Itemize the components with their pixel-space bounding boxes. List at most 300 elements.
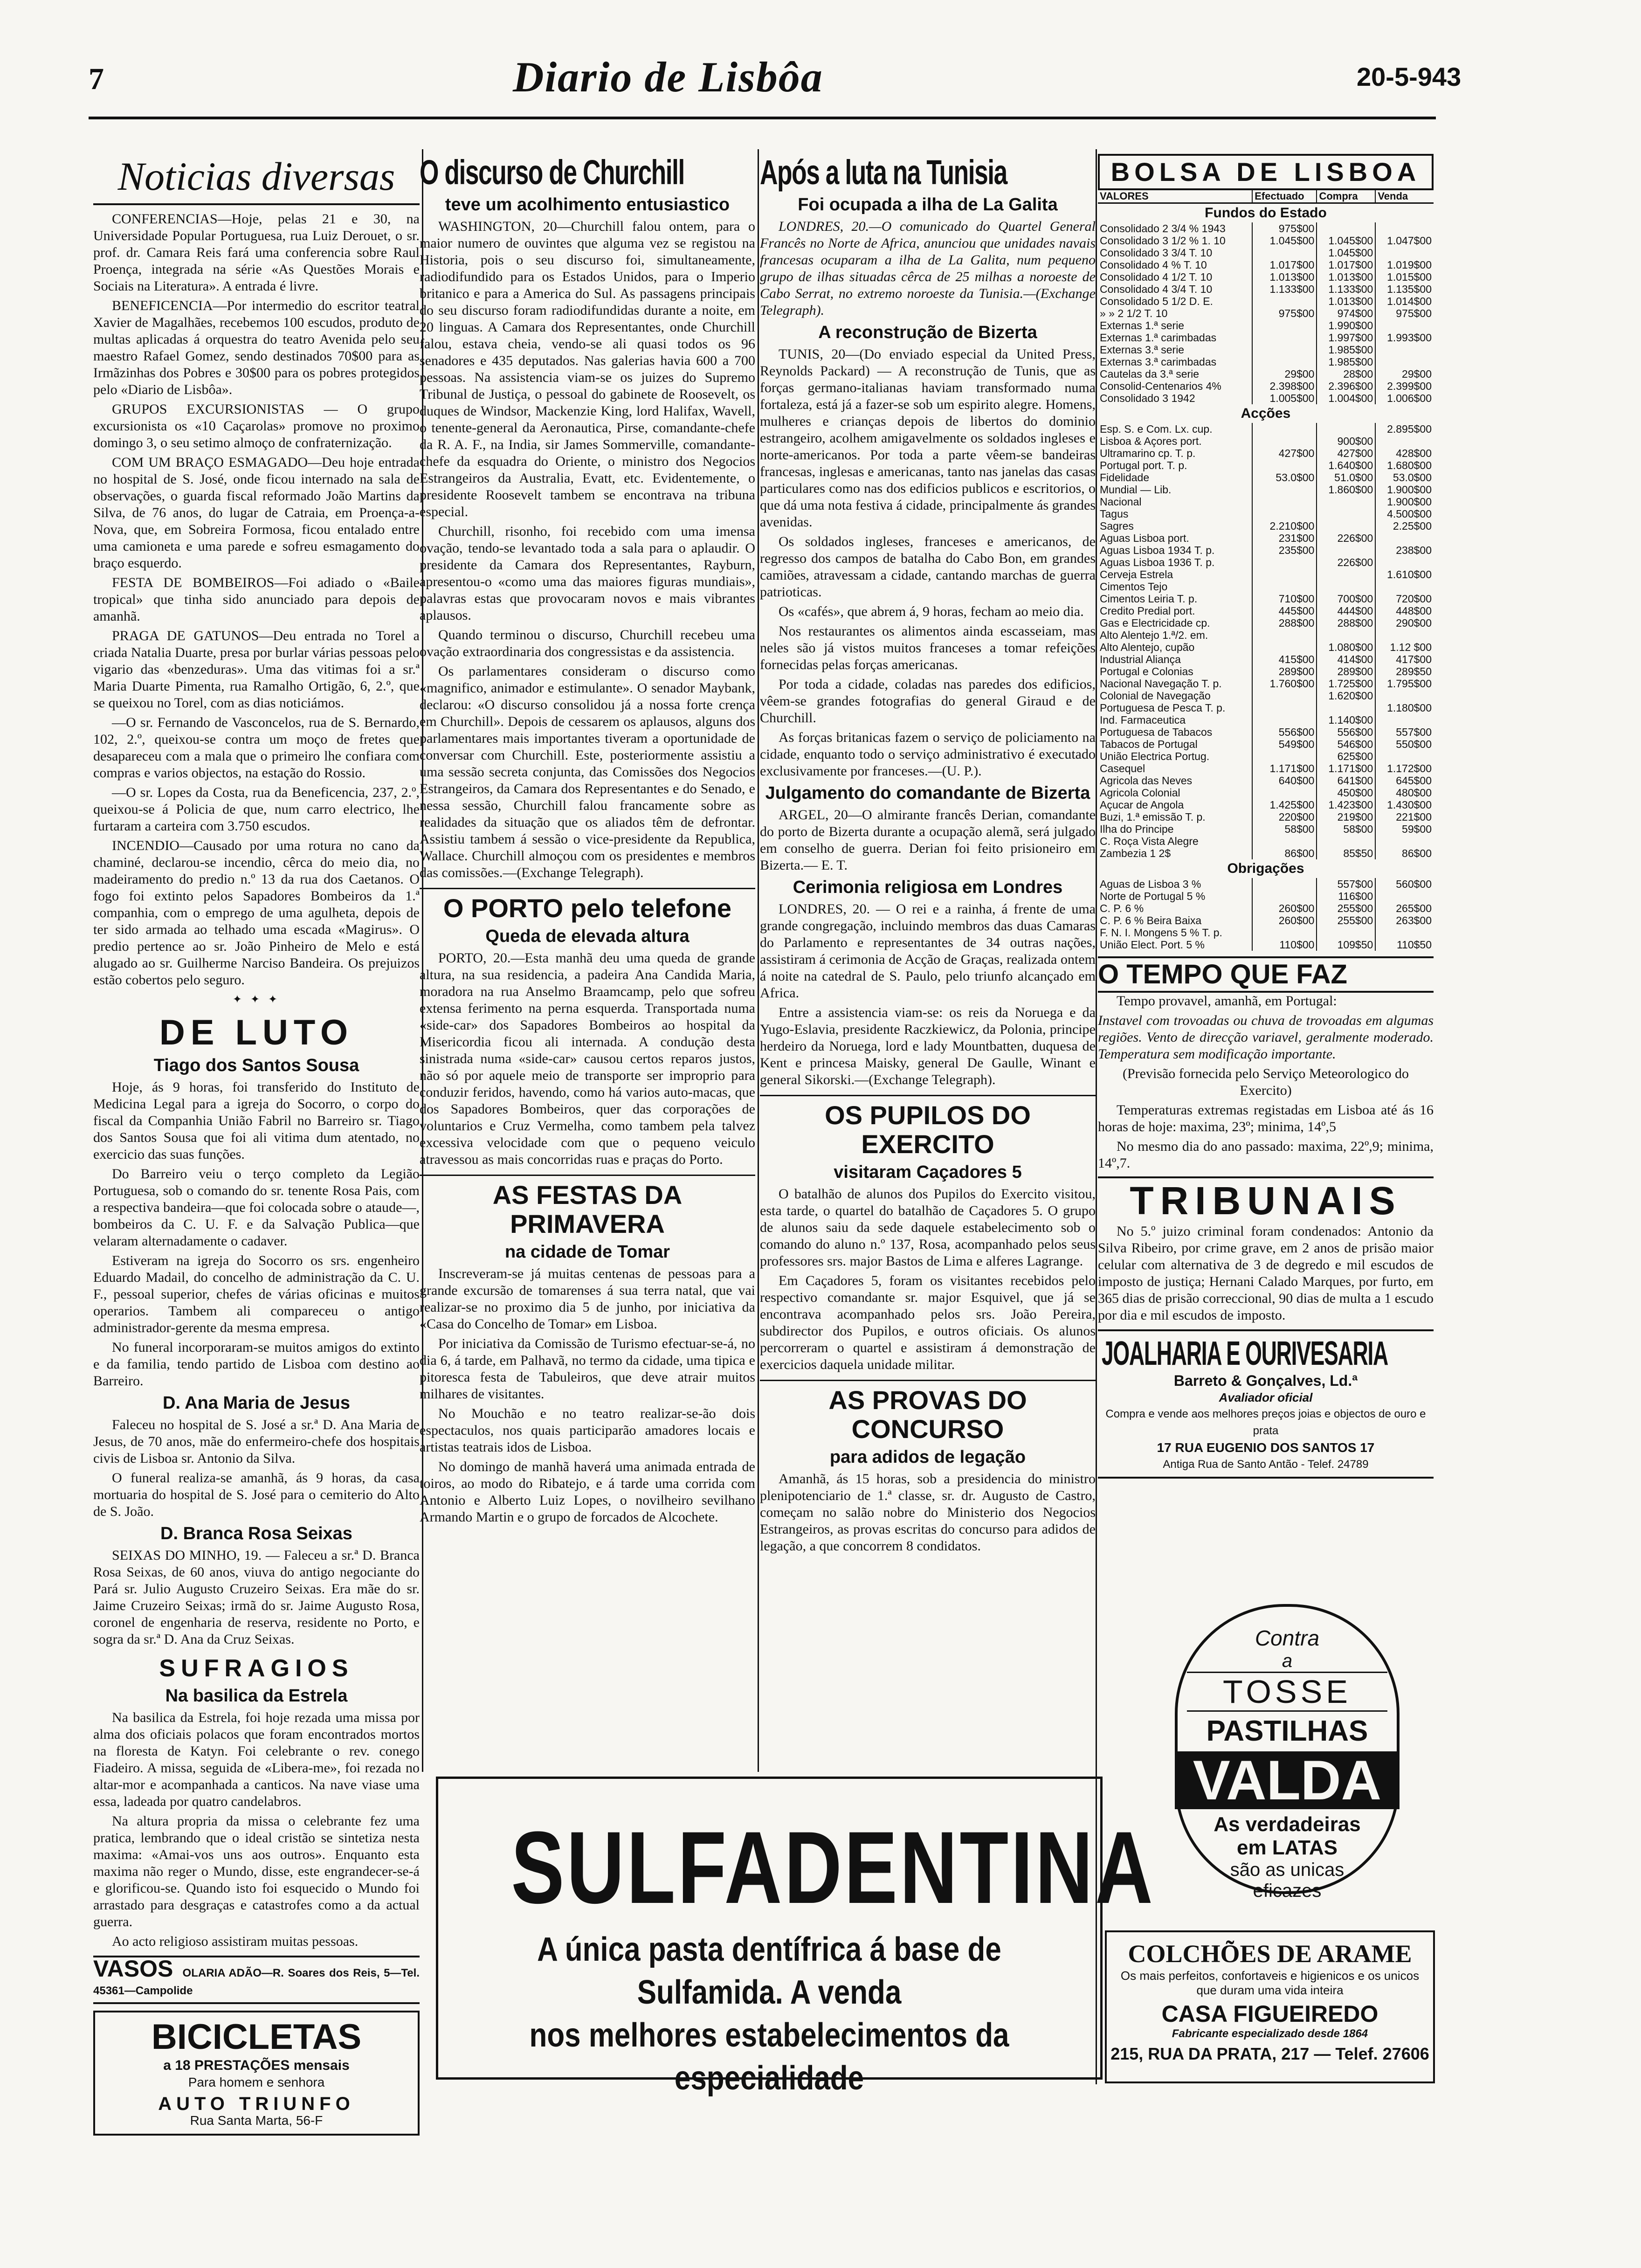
bolsa-row [1098, 556, 1434, 568]
bolsa-price [1252, 835, 1317, 847]
ad-bici-line: a 18 PRESTAÇÕES mensais [163, 2058, 350, 2073]
issue-date: 20-5-943 [1357, 62, 1462, 91]
bolsa-row [1098, 665, 1434, 678]
bolsa-price: 1.12 $00 [1375, 641, 1434, 653]
bolsa-price: 4.500$00 [1375, 508, 1434, 520]
bolsa-security-name: Consolidado 2 3/4 % 1943 [1100, 222, 1226, 235]
separator: ✦ ✦ ✦ [232, 994, 281, 1006]
bolsa-price: 1.171$00 [1317, 762, 1375, 774]
bolsa-row [1098, 380, 1434, 392]
bolsa-price: 450$00 [1317, 787, 1375, 799]
bolsa-security-name: Consolidado 4 3/4 T. 10 [1100, 283, 1213, 295]
bolsa-price: 427$00 [1252, 447, 1317, 459]
bolsa-price: 1.017$00 [1317, 259, 1375, 271]
bolsa-row [1098, 878, 1434, 890]
ad-valda-tosse: TOSSE [1187, 1672, 1387, 1712]
bolsa-price [1375, 714, 1434, 726]
bolsa-price [1252, 332, 1317, 344]
bolsa-price: 1.013$00 [1252, 271, 1317, 283]
bolsa-group-row [1098, 859, 1434, 878]
bolsa-security-name: Cimentos Leiria T. p. [1100, 593, 1198, 605]
bolsa-price: 710$00 [1252, 593, 1317, 605]
bolsa-price: 1.133$00 [1252, 283, 1317, 295]
bolsa-price: 288$00 [1252, 617, 1317, 629]
bolsa-security-name: Portuguesa de Pesca T. p. [1100, 702, 1226, 714]
bolsa-security-name: Zambezia 1 2$ [1100, 847, 1171, 859]
bolsa-row [1098, 247, 1434, 259]
bolsa-price: 1.680$00 [1375, 459, 1434, 471]
bolsa-price [1252, 878, 1317, 890]
bolsa-row [1098, 641, 1434, 653]
article-paragraph: Inscreveram-se já muitas centenas de pessoas para a grande excursão de tomarenses á sua terra natal, que vai realizar-se no proximo dia 5 de junho, por iniciativa da «Casa do Concelho de Tomar» em Lisboa. [420, 1266, 755, 1332]
bolsa-price: 640$00 [1252, 774, 1317, 787]
bolsa-price: 1.423$00 [1317, 799, 1375, 811]
bolsa-price: 1.045$00 [1317, 247, 1375, 259]
bolsa-security-name: Gas e Electricidade cp. [1100, 617, 1210, 629]
bolsa-price: 2.25$00 [1375, 520, 1434, 532]
bolsa-price: 1.047$00 [1375, 235, 1434, 247]
article-paragraph: Os «cafés», que abrem á, 9 horas, fecham ao meio dia. [779, 604, 1084, 619]
bolsa-price: 975$00 [1375, 307, 1434, 319]
bolsa-row [1098, 939, 1434, 951]
bolsa-row [1098, 471, 1434, 484]
bolsa-row [1098, 823, 1434, 835]
bolsa-price [1252, 629, 1317, 641]
bolsa-row [1098, 774, 1434, 787]
bolsa-price: 2.396$00 [1317, 380, 1375, 392]
bolsa-security-name: Industrial Aliança [1100, 653, 1181, 665]
article-paragraph: Ao acto religioso assistiram muitas pessoas. [112, 1934, 359, 1949]
section-title-noticias: Noticias diversas [93, 154, 420, 205]
bolsa-group-row [1098, 404, 1434, 423]
article-paragraph: Hoje, ás 9 horas, foi transferido do Instituto de Medicina Legal para a igreja do Socorro, o corpo do fiscal da Companhia União Fabril no Barreiro sr. Tiago dos Santos Sousa que foi ali vitima dum atentado, no exercicio das suas funções. [93, 1079, 420, 1162]
bolsa-row [1098, 235, 1434, 247]
bolsa-header: Efectuado [1252, 190, 1317, 203]
bolsa-group-row [1098, 203, 1434, 223]
column-tunisia [760, 154, 1096, 1576]
ad-joalharia-line: Avaliador oficial [1219, 1390, 1313, 1404]
bolsa-price: 288$00 [1317, 617, 1375, 629]
bolsa-row [1098, 447, 1434, 459]
bolsa-security-name: Ind. Farmaceutica [1100, 714, 1186, 726]
bolsa-price: 28$00 [1317, 368, 1375, 380]
obituary-heading: D. Ana Maria de Jesus [163, 1393, 350, 1413]
article-paragraph: GRUPOS EXCURSIONISTAS — O grupo excursionista os «10 Caçarolas» promove no proximo domingo 3, o seu setimo almoço de confraternização. [93, 401, 420, 450]
bolsa-row [1098, 568, 1434, 581]
article-paragraph: Os soldados ingleses, franceses e americanos, de regresso dos campos de batalha do Cabo Bon, em grandes camiões, atravessam a cidade, cantando marchas de guerra patrioticas. [760, 534, 1096, 600]
bolsa-price: 1.760$00 [1252, 678, 1317, 690]
bolsa-security-name: Nacional Navegação T. p. [1100, 678, 1222, 690]
headline-porto: O PORTO pelo telefone [420, 888, 755, 923]
bolsa-security-name: Agricola das Neves [1100, 774, 1193, 787]
ad-bici-brand: AUTO TRIUNFO [158, 2094, 355, 2114]
luto-heading: DE LUTO [159, 1013, 354, 1052]
bolsa-security-name: Norte de Portugal 5 % [1100, 890, 1206, 902]
bolsa-price [1252, 459, 1317, 471]
bolsa-security-name: Alto Alentejo, cupão [1100, 641, 1195, 653]
bolsa-price: 29$00 [1375, 368, 1434, 380]
subheadline-bizerta: A reconstrução de Bizerta [818, 323, 1037, 342]
ad-joalharia-line: Barreto & Gonçalves, Ld.ª [1173, 1372, 1358, 1389]
bolsa-price [1252, 356, 1317, 368]
bolsa-price: 1.004$00 [1317, 392, 1375, 404]
bolsa-price: 1.990$00 [1317, 319, 1375, 332]
bolsa-price: 86$00 [1252, 847, 1317, 859]
bolsa-price [1252, 890, 1317, 902]
ad-sulfadentina [436, 1777, 1155, 2097]
bolsa-price: 2.398$00 [1252, 380, 1317, 392]
tempo-paragraph: No mesmo dia do ano passado: maxima, 22º,9; minima, 14º,7. [1098, 1139, 1434, 1171]
article-paragraph: Churchill, risonho, foi recebido com uma imensa ovação, tendo-se levantado toda a sala para o aplaudir. O presidente da Camara dos Representantes, Rayburn, apresentou-o «como uma das maiores figuras mundiais», palavras estas que provocaram novos e mais vibrantes aplausos. [420, 524, 755, 623]
bolsa-security-name: Aguas Lisboa 1936 T. p. [1100, 556, 1215, 568]
bolsa-price [1375, 319, 1434, 332]
bolsa-price [1375, 222, 1434, 235]
bolsa-price: 1.425$00 [1252, 799, 1317, 811]
bolsa-price: 226$00 [1317, 556, 1375, 568]
bolsa-security-name: Aguas Lisboa 1934 T. p. [1100, 544, 1215, 556]
article-paragraph: Estiveram na igreja do Socorro os srs. engenheiro Eduardo Madail, do concelho de administração da C. U. F., pessoal superior, chefes de várias oficinas e muitos operarios. Tambem ali compareceu o antigo administrador-gerente da mesma empresa. [93, 1253, 420, 1335]
bolsa-price: 546$00 [1317, 738, 1375, 750]
bolsa-row [1098, 435, 1434, 447]
bolsa-price [1375, 247, 1434, 259]
article-paragraph: TUNIS, 20—(Do enviado especial da United Press, Reynolds Packard) — A reconstrução de Tunis, que as forças germano-italianas haviam transformado numa fortaleza, está já a fazer-se sob um espirito alegre. Homens, mulheres e crianças depois de libertos do dominio estrangeiro, acolhem amigavelmente os soldados ingleses e norte-americanos. Por toda a parte vêem-se bandeiras francesas, inglesas e americanas, tanto nas janelas das casas particulares como nas dos edificios publicos e escritorios, o que dá uma nota festiva á cidade, principalmente ás grandes avenidas. [760, 346, 1096, 530]
bolsa-price [1317, 702, 1375, 714]
bolsa-row [1098, 283, 1434, 295]
bolsa-price [1252, 344, 1317, 356]
bolsa-security-name: C. P. 6 % [1100, 902, 1144, 914]
article-paragraph: —O sr. Fernando de Vasconcelos, rua de S. Bernardo, 102, 2.º, queixou-se contra um moço de fretes que desapareceu com a mala que o primeiro lhe confiara com compras e varios objectos, na estação do Rossio. [93, 715, 420, 781]
article-paragraph: As forças britanicas fazem o serviço de policiamento na cidade, enquanto todo o serviço administrativo é executado exclusivamente por franceses.—(U. P.). [760, 730, 1096, 779]
article-paragraph: PRAGA DE GATUNOS—Deu entrada no Torel a criada Natalia Duarte, presa por burlar várias pessoas pelo vigario das «benzeduras». Uma das vitimas foi a sr.ª Maria Duarte Pimenta, rua Ramalho Ortigão, 6, 2.º, que se queixou no Torel, com as dias noticiámos. [93, 628, 420, 711]
bolsa-group-label: Acções [1241, 406, 1291, 421]
bolsa-security-name: Lisboa & Açores port. [1100, 435, 1202, 447]
bolsa-row [1098, 678, 1434, 690]
bolsa-security-name: Tagus [1100, 508, 1129, 520]
bolsa-security-name: Esp. S. e Com. Lx. cup. [1100, 423, 1213, 435]
ad-joalharia-title: JOALHARIA E OURIVESARIA [1102, 1335, 1388, 1372]
bolsa-price: 85$50 [1317, 847, 1375, 859]
bolsa-price [1317, 508, 1375, 520]
bolsa-price: 1.993$00 [1375, 332, 1434, 344]
bolsa-price: 29$00 [1252, 368, 1317, 380]
bolsa-price: 1.620$00 [1317, 690, 1375, 702]
bolsa-price [1252, 295, 1317, 307]
bolsa-price: 1.080$00 [1317, 641, 1375, 653]
bolsa-price: 1.045$00 [1317, 235, 1375, 247]
headline-cerimonia: Cerimonia religiosa em Londres [793, 878, 1063, 897]
article-paragraph: PORTO, 20.—Esta manhã deu uma queda de grande altura, na sua residencia, a padeira Ana Candida Maria, moradora na rua Anselmo Braamcamp, pelo que sofreu extensa ferimento na perna esquerda. Transportada numa «side-car» dos Sapadores Bombeiros ao hospital da Misericordia ficou ali internada. A condução desta sinistrada numa «side-car» causou certos reparos justos, não só por aquele meio de transporte ser improprio para conduzir feridos, havendo, como há varios auto-macas, que dos Sapadores Bombeiros, quer das corporações de voluntarios e Cruz Vermelha, como tambem pela talvez excessiva velocidade com que o pequeno veiculo atravessou as mais concorridas ruas e praças do Porto. [420, 950, 755, 1167]
page-number: 7 [89, 62, 104, 96]
bolsa-row [1098, 508, 1434, 520]
bolsa-security-name: Sagres [1100, 520, 1134, 532]
bolsa-price: 445$00 [1252, 605, 1317, 617]
bolsa-price: 1.640$00 [1317, 459, 1375, 471]
bolsa-title: BOLSA DE LISBOA [1098, 154, 1434, 190]
bolsa-price [1375, 556, 1434, 568]
bolsa-price [1252, 319, 1317, 332]
bolsa-price: 1.900$00 [1375, 484, 1434, 496]
bolsa-price: 260$00 [1252, 914, 1317, 927]
newspaper-title: Diario de Lisbôa [513, 53, 823, 101]
bolsa-price: 58$00 [1252, 823, 1317, 835]
ad-sulfadentina-line: nos melhores estabelecimentos da especialidade [529, 2017, 1009, 2097]
bolsa-price: 1.045$00 [1252, 235, 1317, 247]
bolsa-price: 2.210$00 [1252, 520, 1317, 532]
bolsa-price: 480$00 [1375, 787, 1434, 799]
article-paragraph: LONDRES, 20. — O rei e a rainha, á frente de uma grande congregação, incluindo membros das duas Camaras do Parlamento e representantes de 34 outras nações, assistiram á cerimonia de Acção de Graças, realizada ontem á noite na catedral de S. Paulo, pelo triunfo alcançado em Africa. [760, 901, 1096, 1001]
bolsa-price: 2.399$00 [1375, 380, 1434, 392]
bolsa-price: 289$00 [1252, 665, 1317, 678]
bolsa-price [1375, 927, 1434, 939]
bolsa-price [1375, 581, 1434, 593]
bolsa-price: 1.430$00 [1375, 799, 1434, 811]
bolsa-security-name: Portuguesa de Tabacos [1100, 726, 1213, 738]
bolsa-price: 51.0$00 [1317, 471, 1375, 484]
bolsa-price [1252, 641, 1317, 653]
bolsa-price: 265$00 [1375, 902, 1434, 914]
subheadline-provas: para adidos de legação [829, 1447, 1026, 1467]
bolsa-price [1252, 714, 1317, 726]
bolsa-price: 260$00 [1252, 902, 1317, 914]
bolsa-price: 550$00 [1375, 738, 1434, 750]
bolsa-price: 1.014$00 [1375, 295, 1434, 307]
bolsa-price: 1.860$00 [1317, 484, 1375, 496]
bolsa-price: 417$00 [1375, 653, 1434, 665]
bolsa-row [1098, 544, 1434, 556]
bolsa-price [1375, 629, 1434, 641]
bolsa-security-name: Portugal e Colonias [1100, 665, 1193, 678]
bolsa-price: 53.0$00 [1375, 471, 1434, 484]
bolsa-security-name: Externas 1.ª serie [1100, 319, 1185, 332]
bolsa-header: Venda [1375, 190, 1434, 203]
bolsa-price: 1.997$00 [1317, 332, 1375, 344]
bolsa-row [1098, 259, 1434, 271]
column-divider [758, 149, 759, 1772]
bolsa-row [1098, 762, 1434, 774]
ad-valda-line: em LATAS [1237, 1836, 1338, 1859]
bolsa-price: 1.005$00 [1252, 392, 1317, 404]
bolsa-price: 1.013$00 [1317, 271, 1375, 283]
article-paragraph: BENEFICENCIA—Por intermedio do escritor teatral Xavier de Magalhães, recebemos 100 escudos, produto de multas aplicadas á orquestra do teatro Avenida pelo seu maestro Rafael Gomez, sendo destinados 70$00 para as Irmãzinhas dos Pobres e 30$00 para os pobres protegidos pelo «Diario de Lisbôa». [93, 298, 420, 397]
ad-joalharia-line: Compra e vende aos melhores preços joias e objectos de ouro e prata [1105, 1408, 1426, 1437]
bolsa-security-name: Consolidado 3 1942 [1100, 392, 1195, 404]
bolsa-security-name: Consolidado 3 1/2 % 1. 10 [1100, 235, 1226, 247]
bolsa-price: 1.015$00 [1375, 271, 1434, 283]
bolsa-price: 116$00 [1317, 890, 1375, 902]
ad-bici-line: Para homem e senhora [188, 2075, 325, 2089]
masthead-rule [89, 117, 1436, 119]
bolsa-row [1098, 617, 1434, 629]
article-paragraph: Faleceu no hospital de S. José a sr.ª D. Ana Maria de Jesus, de 70 anos, mãe do enfermeiro-chefe dos hospitais civis de Lisboa sr. Antonio da Silva. [93, 1417, 420, 1466]
bolsa-price [1375, 890, 1434, 902]
ad-valda-line: As verdadeiras [1214, 1813, 1361, 1836]
bolsa-price: 557$00 [1375, 726, 1434, 738]
bolsa-price: 109$50 [1317, 939, 1375, 951]
bolsa-price: 255$00 [1317, 914, 1375, 927]
bolsa-price [1375, 356, 1434, 368]
bolsa-price: 1.610$00 [1375, 568, 1434, 581]
tribunais-paragraph: No 5.º juizo criminal foram condenados: Antonio da Silva Ribeiro, por crime grave, em 2 anos de prisão maior celular com alternativa de 3 de degredo e mil escudos de imposto de justiça; Hernani Calado Marques, por furto, em 365 dias de prisão correccional, 90 dias de multa a 1 escudo por dia e mil escudos de imposto. [1098, 1224, 1434, 1323]
bolsa-price: 1.172$00 [1375, 762, 1434, 774]
bolsa-price: 1.900$00 [1375, 496, 1434, 508]
bolsa-price [1252, 787, 1317, 799]
ad-valda-pastilhas: PASTILHAS [1206, 1715, 1368, 1747]
bolsa-row [1098, 847, 1434, 859]
bolsa-price: 53.0$00 [1252, 471, 1317, 484]
bolsa-price: 59$00 [1375, 823, 1434, 835]
bolsa-row [1098, 344, 1434, 356]
bolsa-price [1252, 496, 1317, 508]
bolsa-group-label: Obrigações [1227, 861, 1304, 876]
bolsa-security-name: Consolidado 3 3/4 T. 10 [1100, 247, 1213, 259]
ad-valda-line: eficazes [1253, 1881, 1322, 1901]
bolsa-security-name: Alto Alentejo 1.ª/2. em. [1100, 629, 1208, 641]
ad-joalharia [1098, 1329, 1434, 1479]
bolsa-row [1098, 484, 1434, 496]
bolsa-row [1098, 605, 1434, 617]
bolsa-row [1098, 799, 1434, 811]
bolsa-price [1317, 581, 1375, 593]
bolsa-row [1098, 581, 1434, 593]
bolsa-price [1252, 508, 1317, 520]
bolsa-price: 975$00 [1252, 222, 1317, 235]
bolsa-security-name: Ultramarino cp. T. p. [1100, 447, 1196, 459]
column-noticias [93, 154, 420, 2128]
bolsa-security-name: Buzi, 1.ª emissão T. p. [1100, 811, 1206, 823]
ad-valda-line: Contra [1255, 1626, 1320, 1650]
bolsa-price: 1.006$00 [1375, 392, 1434, 404]
bolsa-security-name: Nacional [1100, 496, 1142, 508]
bolsa-security-name: Agricola Colonial [1100, 787, 1180, 799]
headline-festas: AS FESTAS DA PRIMAVERA [420, 1175, 755, 1238]
bolsa-security-name: Aguas de Lisboa 3 % [1100, 878, 1201, 890]
bolsa-row [1098, 356, 1434, 368]
bolsa-price [1252, 435, 1317, 447]
article-paragraph: O batalhão de alunos dos Pupilos do Exercito visitou, esta tarde, o quartel do batalhão de Caçadores 5. O grupo de alunos saiu da sede daquele estabelecimento sob o comando do aluno n.º 137, Rosa, acompanhado pelos seus professores srs. major Bastos de Lima e alferes Lagrange. [760, 1186, 1096, 1269]
bolsa-price: 110$50 [1375, 939, 1434, 951]
bolsa-security-name: Consolidado 5 1/2 D. E. [1100, 295, 1213, 307]
bolsa-price: 625$00 [1317, 750, 1375, 762]
bolsa-table [1098, 190, 1434, 951]
bolsa-price: 86$00 [1375, 847, 1434, 859]
bolsa-price [1375, 435, 1434, 447]
ad-vasos-text: OLARIA ADÃO—R. Soares dos Reis, 5—Tel. 45361—Campolide [93, 1967, 420, 1997]
bolsa-row [1098, 914, 1434, 927]
bolsa-price [1317, 423, 1375, 435]
article-paragraph: Entre a assistencia viam-se: os reis da Noruega e da Yugo-Eslavia, presidente Raczkiewicz, da Polonia, principe herdeiro da Noruega, lord e lady Mountbatten, duquesa de Kent e princesa Maisky, general De Gaulle, Winant e general Sikorski.—(Exchange Telegraph). [760, 1005, 1096, 1087]
sufragios-subheading: Na basilica da Estrela [165, 1686, 348, 1706]
article-paragraph: ARGEL, 20—O almirante francês Derian, comandante do porto de Bizerta durante a ocupação alemã, será julgado em conselho de guerra. Derian foi feito prisioneiro em Bizerta.— E. T. [760, 807, 1096, 873]
bolsa-price: 556$00 [1317, 726, 1375, 738]
ad-colchoes-title: COLCHÕES DE ARAME [1128, 1940, 1412, 1968]
bolsa-price: 1.171$00 [1252, 762, 1317, 774]
bolsa-security-name: União Elect. Port. 5 % [1100, 939, 1205, 951]
article-paragraph: FESTA DE BOMBEIROS—Foi adiado o «Baile tropical» que tinha sido anunciado para depois de amanhã. [93, 575, 420, 624]
bolsa-price [1252, 247, 1317, 259]
bolsa-price [1252, 750, 1317, 762]
bolsa-security-name: Externas 1.ª carimbadas [1100, 332, 1217, 344]
article-paragraph: COM UM BRAÇO ESMAGADO—Deu hoje entrada no hospital de S. José, onde ficou internado na sala de observações, o guarda fiscal reformado João Martins da Silva, de 76 anos, do lugar de Catraia, em Proença-a-Nova, que, em Sobreira Formosa, ficou entalado entre uma camioneta e uma parede e sofreu esmagamento do braço esquerdo. [93, 455, 420, 571]
bolsa-security-name: Credito Predial port. [1100, 605, 1195, 617]
bolsa-price: 220$00 [1252, 811, 1317, 823]
bolsa-price [1317, 496, 1375, 508]
bolsa-group-label: Fundos do Estado [1205, 205, 1327, 221]
bolsa-security-name: Aguas Lisboa port. [1100, 532, 1189, 544]
ad-sulfadentina-title: SULFADENTINA [511, 1810, 1155, 1925]
bolsa-price [1375, 344, 1434, 356]
bolsa-price: 428$00 [1375, 447, 1434, 459]
bolsa-price [1375, 532, 1434, 544]
bolsa-security-name: Mundial — Lib. [1100, 484, 1172, 496]
bolsa-price [1252, 423, 1317, 435]
bolsa-price: 1.180$00 [1375, 702, 1434, 714]
bolsa-row [1098, 653, 1434, 665]
ad-colchoes-line: Fabricante especializado desde 1864 [1172, 2027, 1368, 2040]
bolsa-security-name: » » 2 1/2 T. 10 [1100, 307, 1168, 319]
article-paragraph: —O sr. Lopes da Costa, rua da Beneficencia, 237, 2.º, queixou-se á Policia de que, num carro electrico, lhe furtaram a carteira com 3.750 escudos. [93, 785, 420, 834]
bolsa-security-name: Consolidado 4 1/2 T. 10 [1100, 271, 1213, 283]
article-paragraph: No funeral incorporaram-se muitos amigos do extinto e da familia, tendo partido de Lisboa com destino ao Barreiro. [93, 1340, 420, 1389]
bolsa-row [1098, 835, 1434, 847]
bolsa-price: 226$00 [1317, 532, 1375, 544]
ad-valda-line: são as unicas [1230, 1860, 1345, 1880]
bolsa-price: 448$00 [1375, 605, 1434, 617]
bolsa-price: 1.725$00 [1317, 678, 1375, 690]
subheadline-festas: na cidade de Tomar [504, 1242, 670, 1262]
bolsa-row [1098, 319, 1434, 332]
bolsa-price: 290$00 [1375, 617, 1434, 629]
ad-sulfadentina-line: A única pasta dentífrica á base de Sulfamida. A venda [537, 1931, 1001, 2011]
bolsa-security-name: Consolidado 4 % T. 10 [1100, 259, 1207, 271]
bolsa-row [1098, 787, 1434, 799]
bolsa-price: 641$00 [1317, 774, 1375, 787]
bolsa-price: 238$00 [1375, 544, 1434, 556]
subheadline-churchill: teve um acolhimento entusiastico [445, 195, 730, 214]
ad-bici-title: BICICLETAS [151, 2017, 362, 2057]
bolsa-price [1252, 556, 1317, 568]
bolsa-price: 415$00 [1252, 653, 1317, 665]
bolsa-price: 110$00 [1252, 939, 1317, 951]
bolsa-security-name: Portugal port. T. p. [1100, 459, 1187, 471]
bolsa-row [1098, 368, 1434, 380]
bolsa-row [1098, 222, 1434, 235]
bolsa-price: 289$00 [1317, 665, 1375, 678]
bolsa-row [1098, 593, 1434, 605]
bolsa-price [1252, 927, 1317, 939]
bolsa-price [1375, 690, 1434, 702]
column-churchill [420, 154, 755, 1576]
bolsa-row [1098, 307, 1434, 319]
bolsa-price [1375, 835, 1434, 847]
bolsa-row [1098, 532, 1434, 544]
bolsa-price: 720$00 [1375, 593, 1434, 605]
headline-tunisia: Após a luta na Tunisia [760, 153, 1007, 192]
bolsa-price [1317, 568, 1375, 581]
ad-valda [1175, 1604, 1400, 1901]
bolsa-row [1098, 423, 1434, 435]
ad-colchoes-line: Os mais perfeitos, confortaveis e higienicos e os unicos que duram uma vida inteira [1120, 1969, 1420, 1997]
article-paragraph: CONFERENCIAS—Hoje, pelas 21 e 30, na Universidade Popular Portuguesa, rua Luiz Derouet, o sr. prof. dr. Camara Reis fará uma conferencia sobre Raul Proença, integrada na série «As Questões Morais e Sociais na Literatura». A entrada é livre. [93, 211, 420, 294]
ad-joalharia-address: 17 RUA EUGENIO DOS SANTOS 17 [1157, 1440, 1375, 1455]
bolsa-security-name: Externas 3.ª serie [1100, 344, 1185, 356]
ad-joalharia-phone: Antiga Rua de Santo Antão - Telef. 24789 [1163, 1458, 1369, 1471]
bolsa-price: 1.985$00 [1317, 356, 1375, 368]
bolsa-row [1098, 902, 1434, 914]
ad-colchoes-address: 215, RUA DA PRATA, 217 — Telef. 27606 [1110, 2044, 1429, 2063]
bolsa-price [1317, 629, 1375, 641]
subheadline-porto: Queda de elevada altura [485, 927, 689, 946]
bolsa-security-name: Fidelidade [1100, 471, 1150, 484]
